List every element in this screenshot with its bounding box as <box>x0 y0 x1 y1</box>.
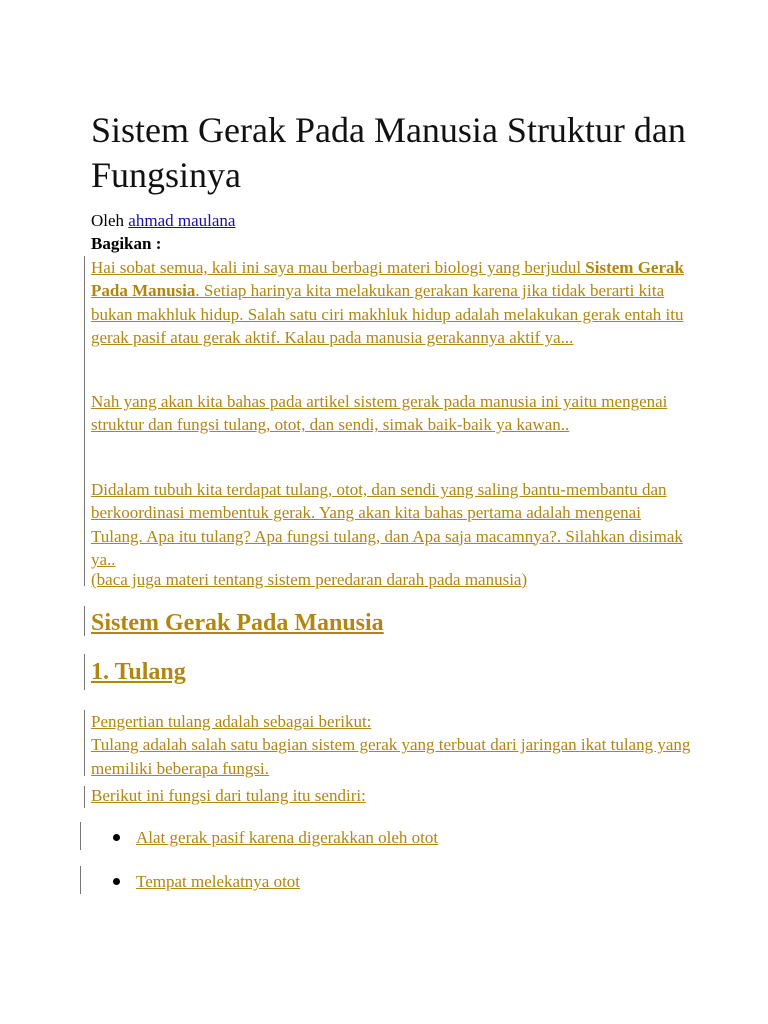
byline-prefix: Oleh <box>91 211 125 230</box>
section-heading-link[interactable]: Sistem Gerak Pada Manusia <box>91 610 384 636</box>
intro-paragraph-1[interactable] <box>91 256 691 349</box>
function-item-link[interactable]: Alat gerak pasif karena digerakkan oleh otot <box>136 828 439 847</box>
section-heading[interactable] <box>91 608 384 638</box>
intro-paragraph-2[interactable] <box>91 390 691 437</box>
share-label: Bagikan : <box>91 234 162 253</box>
author-link[interactable]: ahmad maulana <box>128 211 236 230</box>
functions-bar <box>84 786 85 808</box>
bullet-icon <box>113 878 120 885</box>
intro-paragraph-3[interactable] <box>91 478 691 571</box>
intro-p3-link[interactable]: Didalam tubuh kita terdapat tulang, otot, dan sendi yang saling bantu-membantu dan berkoordinasi membentuk gerak. Yang akan kita bahas pertama adalah mengenai Tulang. Apa itu tulang? Apa fungsi tulang, dan Apa saja macamnya?. Silahkan disimak ya.. <box>91 480 683 569</box>
byline <box>91 210 235 232</box>
functions-lead-paragraph[interactable] <box>91 784 691 807</box>
intro-paragraph-4[interactable] <box>91 568 691 591</box>
heading-bar <box>84 606 85 636</box>
subsection-heading[interactable] <box>91 657 186 687</box>
intro-p2-link[interactable]: Nah yang akan kita bahas pada artikel sistem gerak pada manusia ini yaitu mengenai struktur dan fungsi tulang, otot, dan sendi, simak baik-baik ya kawan.. <box>91 392 668 435</box>
subsection-heading-link[interactable]: 1. Tulang <box>91 659 186 685</box>
subheading-bar <box>84 654 85 690</box>
definition-bar <box>84 710 85 776</box>
definition-lead[interactable]: Pengertian tulang adalah sebagai berikut: <box>91 712 372 731</box>
intro-p1-bold[interactable]: Sistem Gerak Pada Manusia <box>91 258 684 301</box>
article-title: Sistem Gerak Pada Manusia Struktur dan Fungsinya <box>91 110 686 195</box>
quote-bar <box>84 256 85 586</box>
definition-text[interactable]: Tulang adalah salah satu bagian sistem gerak yang terbuat dari jaringan ikat tulang yang memiliki beberapa fungsi. <box>91 735 691 778</box>
related-article-link[interactable]: (baca juga materi tentang sistem peredaran darah pada manusia) <box>91 570 528 589</box>
intro-p1-before[interactable]: Hai sobat semua, kali ini saya mau berbagi materi biologi yang berjudul <box>91 258 586 277</box>
intro-p1-after[interactable]: . Setiap harinya kita melakukan gerakan karena jika tidak berarti kita bukan makhluk hidup. Salah satu ciri makhluk hidup adalah melakukan gerak entah itu gerak pasif atau gerak aktif. Kalau pada manusia gerakannya aktif ya... <box>91 281 684 347</box>
function-item-link[interactable]: Tempat melekatnya otot <box>136 872 301 891</box>
definition-paragraph[interactable] <box>91 710 691 780</box>
list-bar-2 <box>80 866 81 894</box>
list-bar-1 <box>80 822 81 850</box>
bullet-icon <box>113 834 120 841</box>
functions-lead[interactable]: Berikut ini fungsi dari tulang itu sendiri: <box>91 786 366 805</box>
